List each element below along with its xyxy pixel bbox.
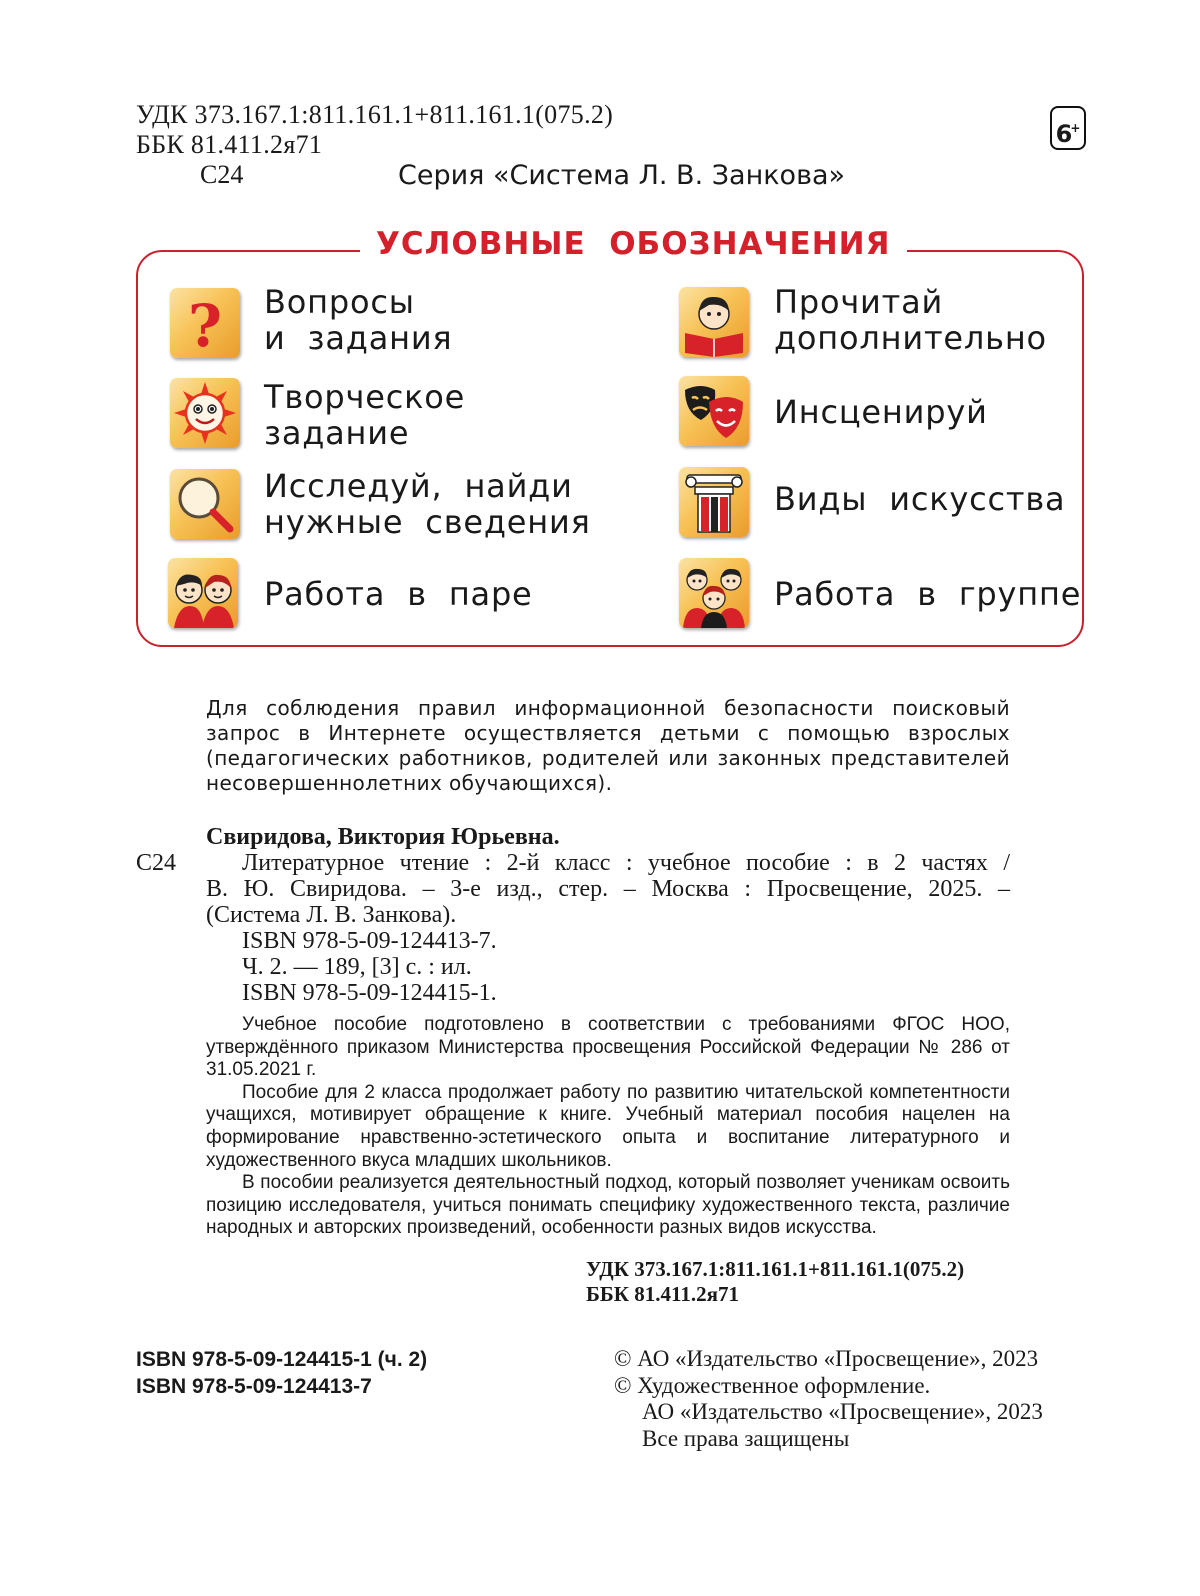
legend-label-creative [264,379,465,451]
classification-codes [586,1257,964,1307]
udk-code: УДК 373.167.1:811.161.1+811.161.1(075.2) [586,1257,965,1281]
author-mark: С24 [200,160,244,189]
author-name: Свиридова, Виктория Юрьевна. [206,824,560,850]
legend-label-line: нужные сведения [264,503,591,541]
age-rating-plus: + [1070,121,1081,135]
biblio-author-line: В. Ю. Свиридова. – 3-е изд., стер. – Москва : Просвещение, 2025. – [206,876,1010,902]
bibliographic-description [206,850,1010,1006]
copyright-line: АО «Издательство «Просвещение», 2023 [642,1399,1043,1424]
biblio-series-line: (Система Л. В. Занкова). [206,902,457,928]
copyright-line: Все права защищены [642,1425,850,1451]
annotation [206,1014,1010,1240]
safety-notice: Для соблюдения правил информационной безопасности поисковый запрос в Интернете осуществляется детьми с помощью взрослых (педагогических работников, родителей или законных представителей несовершеннолетних обучающихся). [206,696,1010,795]
legend-label-arts: Виды искусства [774,480,1066,518]
biblio-title-line: Литературное чтение : 2-й класс : учебное пособие : в 2 частях / [242,850,1010,876]
legend-label-line: Исследуй, найди [264,467,573,505]
copyright-block [614,1346,1043,1452]
legend-label-line: и задания [264,319,453,357]
isbn-line: ISBN 978-5-09-124415-1 (ч. 2) [136,1348,428,1371]
group-children-icon [679,558,749,628]
magnifier-icon [170,469,240,539]
theatre-masks-icon [679,376,749,446]
udk-code: УДК 373.167.1:811.161.1+811.161.1(075.2) [136,100,614,129]
reading-boy-icon [679,287,749,357]
legend-label-act-out: Инсценируй [774,393,988,431]
copyright-line: © Художественное оформление. [614,1372,931,1398]
legend-label-line: Вопросы [264,283,415,321]
bbk-code: ББК 81.411.2я71 [586,1282,739,1306]
legend-label-read-more [774,284,1047,356]
legend-label-pair-work: Работа в паре [264,575,533,613]
author-mark: С24 [136,850,177,876]
age-rating-number: 6 [1055,120,1073,148]
isbn-block [136,1346,427,1400]
biblio-isbn-set: ISBN 978-5-09-124413-7. [242,928,497,954]
annotation-paragraph: Пособие для 2 класса продолжает работу по развитию читательской компетентности учащихся, мотивирует обращение к книге. Учебный материал пособия нацелен на формирование нравственно-эстетического опыта и воспитание литературного и художественного вкуса младших школьников. [206,1081,1010,1171]
biblio-part: Ч. 2. — 189, [3] с. : ил. [242,954,472,980]
pair-children-icon [168,558,238,628]
legend-title: УСЛОВНЫЕ ОБОЗНАЧЕНИЯ [360,226,907,262]
annotation-paragraph: Учебное пособие подготовлено в соответствии с требованиями ФГОС НОО, утверждённого приказом Министерства просвещения Российской Федерации № 286 от 31.05.2021 г. [206,1014,1010,1081]
sun-icon [170,378,240,448]
annotation-paragraph: В пособии реализуется деятельностный подход, который позволяет ученикам освоить позицию исследователя, учиться понимать специфику художественного текста, различие народных и авторских произведений, особенности разных видов искусства. [206,1172,1010,1239]
question-icon [170,288,240,358]
legend-label-line: задание [264,414,410,452]
column-icon [679,467,749,537]
legend-label-line: Творческое [264,378,466,416]
isbn-line: ISBN 978-5-09-124413-7 [136,1375,372,1398]
svg-text:?: ? [188,292,222,358]
copyright-line: © АО «Издательство «Просвещение», 2023 [614,1346,1039,1371]
biblio-isbn-part: ISBN 978-5-09-124415-1. [242,980,497,1006]
bbk-code: ББК 81.411.2я71 [136,130,323,159]
legend-label-research [264,468,591,540]
age-rating-badge [1050,106,1086,150]
series-title: Серия «Система Л. В. Занкова» [398,160,846,191]
legend-label-line: дополнительно [774,319,1047,357]
legend-label-questions [264,284,452,356]
legend-label-group-work: Работа в группе [774,575,1082,613]
legend-label-line: Прочитай [774,283,944,321]
